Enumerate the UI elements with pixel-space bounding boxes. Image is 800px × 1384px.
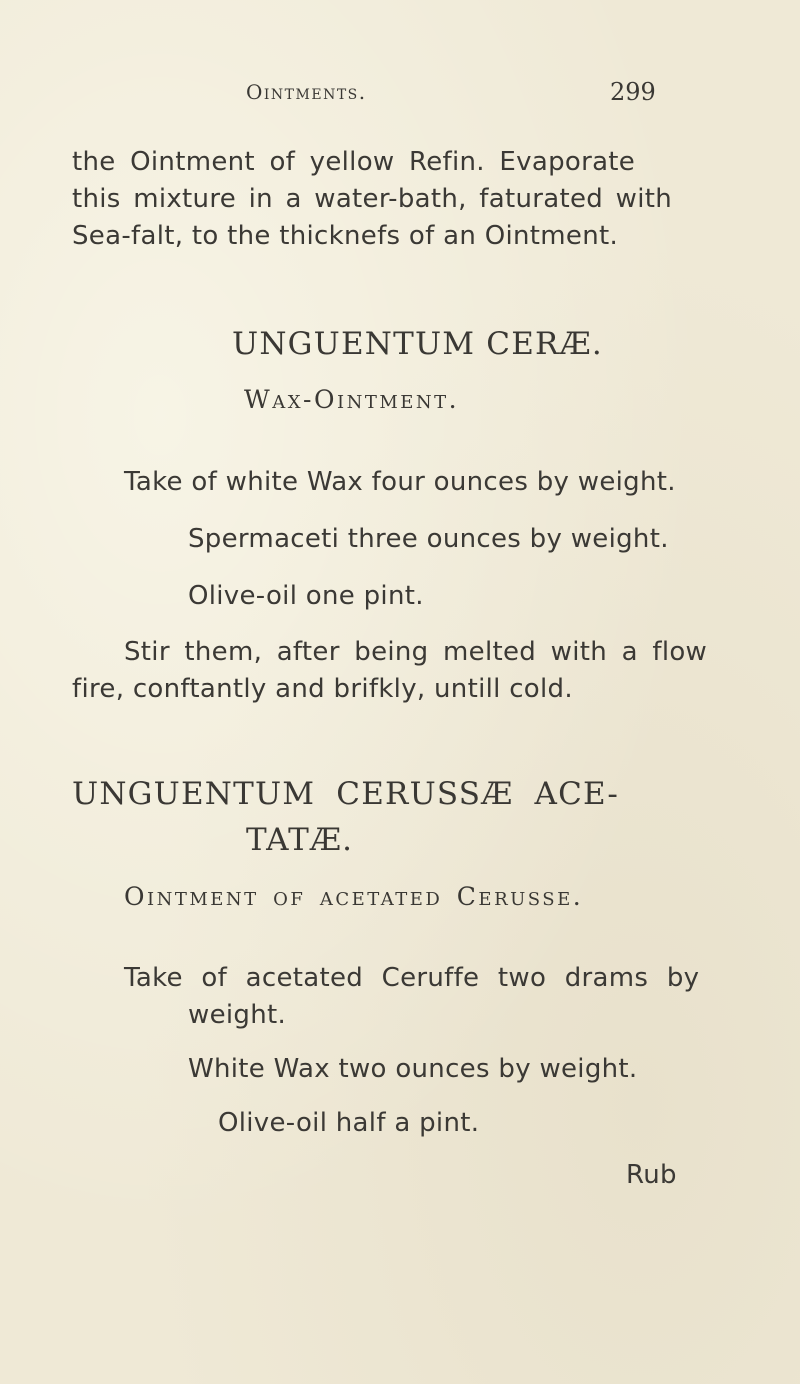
section-subtitle-acetated-cerusse: Ointment of acetated Cerusse.	[124, 882, 584, 911]
intro-line-3: Sea-falt, to the thicknefs of an Ointment.	[72, 221, 619, 251]
intro-line-1: the Ointment of yellow Refin. Evaporate	[72, 147, 636, 177]
ingredient-line: Olive-oil half a pint.	[218, 1108, 480, 1138]
ingredient-line: Spermaceti three ounces by weight.	[188, 524, 669, 554]
ingredient-line: Take of white Wax four ounces by weight.	[124, 467, 676, 497]
ingredient-line: Olive-oil one pint.	[188, 581, 424, 611]
intro-line-2: this mixture in a water-bath, faturated with	[72, 184, 672, 214]
directions-line-1: Stir them, after being melted with a flow	[124, 637, 708, 667]
section-title-cerae: UNGUENTUM CERÆ.	[232, 326, 603, 362]
section-title-cerussae-line-2: TATÆ.	[246, 822, 354, 858]
ingredient-line: weight.	[188, 1000, 287, 1030]
directions-line-2: fire, conftantly and brifkly, untill cold.	[72, 674, 573, 704]
section-title-cerussae-line-1: UNGUENTUM CERUSSÆ ACE-	[72, 776, 620, 812]
ingredient-line: White Wax two ounces by weight.	[188, 1054, 638, 1084]
ingredient-line: Take of acetated Ceruffe two drams by	[124, 963, 700, 993]
section-subtitle-wax-ointment: Wax-Ointment.	[244, 385, 460, 414]
page-number: 299	[610, 78, 656, 106]
running-head: Ointments.	[246, 80, 367, 104]
catchword: Rub	[626, 1160, 677, 1190]
